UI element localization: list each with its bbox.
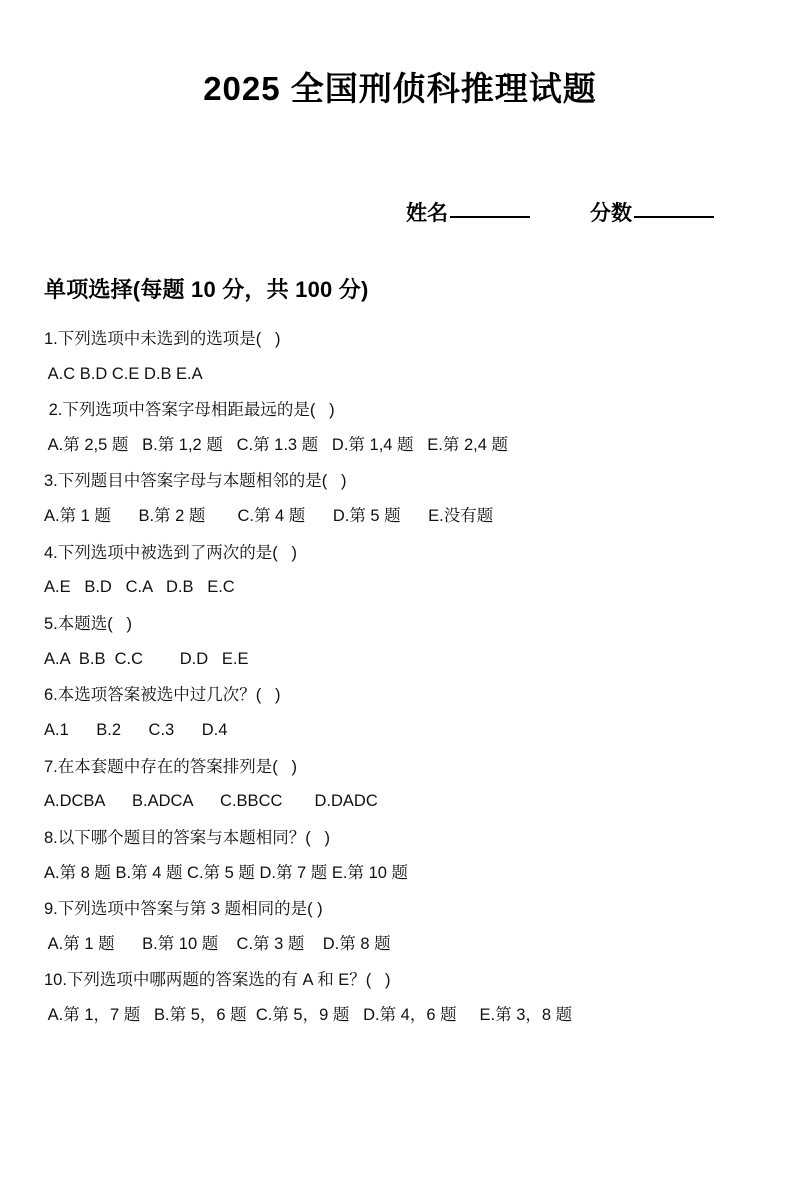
- question-item: [44, 750, 756, 819]
- question-options[interactable]: A.A B.B C.C D.D E.E: [44, 649, 249, 668]
- question-options[interactable]: A.第 2,5 题 B.第 1,2 题 C.第 1.3 题 D.第 1,4 题 E.第 2,4 题: [44, 435, 508, 454]
- page-title: 2025 全国刑侦科推理试题: [203, 70, 597, 107]
- question-item: [44, 536, 756, 605]
- question-stem: 7.在本套题中存在的答案排列是( ): [44, 757, 298, 776]
- score-label: 分数: [590, 201, 632, 225]
- question-stem: 8.以下哪个题目的答案与本题相同？( ): [44, 828, 331, 847]
- question-stem: 1.下列选项中未选到的选项是( ): [44, 329, 281, 348]
- question-stem: 9.下列选项中答案与第 3 题相同的是( ): [44, 900, 323, 919]
- question-options[interactable]: A.第 1 题 B.第 10 题 C.第 3 题 D.第 8 题: [44, 934, 391, 953]
- question-stem: 6.本选项答案被选中过几次？( ): [44, 686, 281, 705]
- question-item: [44, 464, 756, 533]
- question-item: [44, 607, 756, 676]
- question-item: [44, 892, 756, 961]
- question-stem: 10.下列选项中哪两题的答案选的有 A 和 E？( ): [44, 971, 391, 990]
- question-stem: 4.下列选项中被选到了两次的是( ): [44, 543, 298, 562]
- question-list: [44, 322, 756, 1033]
- question-options[interactable]: A.第 8 题 B.第 4 题 C.第 5 题 D.第 7 题 E.第 10 题: [44, 863, 409, 882]
- question-item: [44, 393, 756, 462]
- score-blank-line: [634, 215, 714, 218]
- question-item: [44, 322, 756, 391]
- name-blank-line: [450, 215, 530, 218]
- question-options[interactable]: A.DCBA B.ADCA C.BBCC D.DADC: [44, 792, 378, 811]
- question-stem: 2.下列选项中答案字母相距最远的是( ): [44, 401, 335, 420]
- name-label: 姓名: [406, 201, 448, 225]
- question-item: [44, 963, 756, 1032]
- question-options[interactable]: A.1 B.2 C.3 D.4: [44, 720, 228, 739]
- question-options[interactable]: A.C B.D C.E D.B E.A: [44, 364, 203, 383]
- question-item: [44, 678, 756, 747]
- name-score-row: [44, 197, 756, 227]
- question-options[interactable]: A.第 1 题 B.第 2 题 C.第 4 题 D.第 5 题 E.没有题: [44, 507, 494, 526]
- section-heading: 单项选择(每题 10 分，共 100 分): [44, 276, 369, 302]
- score-field[interactable]: [590, 197, 714, 227]
- question-stem: 3.下列题目中答案字母与本题相邻的是( ): [44, 472, 347, 491]
- question-options[interactable]: A.E B.D C.A D.B E.C: [44, 578, 235, 597]
- question-options[interactable]: A.第 1，7 题 B.第 5，6 题 C.第 5，9 题 D.第 4，6 题 E.第 3，8 题: [44, 1006, 573, 1025]
- name-field[interactable]: [406, 197, 530, 227]
- question-item: [44, 821, 756, 890]
- question-stem: 5.本题选( ): [44, 615, 133, 634]
